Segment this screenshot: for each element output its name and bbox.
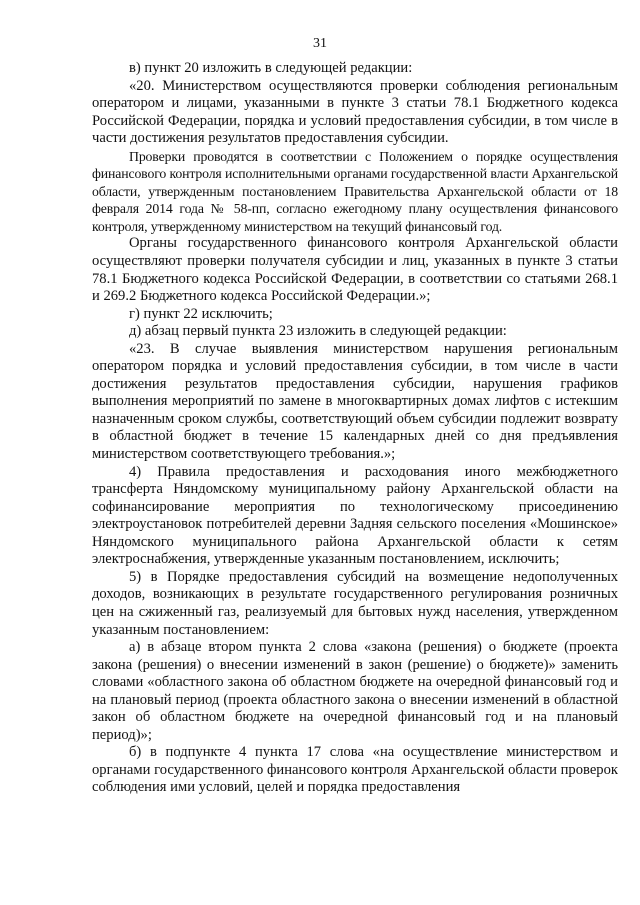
page-number: 31 [313, 36, 327, 51]
paragraph-amendment-a: а) в абзаце втором пункта 2 слова «закона (решения) о бюджете (проекта закона (решения) о внесении изменений в закон (решение) о бюджете)» заменить словами «областного закона об областном бюджете на очередной финансовый год и на плановый период (проекта областного закона о внесении изменений в областной закон об областном бюджете на очередной финансовый год и на плановый период)»; [92, 639, 618, 743]
paragraph-point-20: «20. Министерством осуществляются проверки соблюдения региональным оператором и лицами, указанными в пункте 3 статьи 78.1 Бюджетного кодекса Российской Федерации, порядка и условий предоставления субсидии, в том числе в части достижения результатов предоставления субсидии. [92, 77, 618, 147]
paragraph-amendment-v: в) пункт 20 изложить в следующей редакции: [129, 60, 413, 76]
paragraph-financial-control-bodies: Органы государственного финансового контроля Архангельской области осуществляют проверки получателя субсидии и лиц, указанных в пункте 3 статьи 78.1 Бюджетного кодекса Российской Федерации, в соответствии со статьями 268.1 и 269.2 Бюджетного кодекса Российской Федерации.»; [92, 235, 618, 305]
paragraph-amendment-b: б) в подпункте 4 пункта 17 слова «на осуществление министерством и органами государственного финансового контроля Архангельской области проверок соблюдения ими условий, целей и порядка предоставления [92, 744, 618, 796]
paragraph-amendment-d: д) абзац первый пункта 23 изложить в следующей редакции: [129, 323, 507, 340]
paragraph-item-5: 5) в Порядке предоставления субсидий на возмещение недополученных доходов, возникающих в результате государственного регулирования розничных цен на сжиженный газ, реализуемый для бытовых нужд населения, утвержденном указанным постановлением: [92, 568, 618, 638]
paragraph-item-4: 4) Правила предоставления и расходования иного межбюджетного трансферта Няндомскому муниципальному району Архангельской области на софинансирование мероприятия по технологическому присоединению электроустановок потребителей деревни Задняя сельского поселения «Мошинское» Няндомского муниципального района Архангельской области к сетям электроснабжения, утвержденные указанным постановлением, исключить; [92, 463, 618, 568]
document-body [92, 60, 618, 797]
paragraph-amendment-g: г) пункт 22 исключить; [129, 305, 273, 322]
paragraph-point-23: «23. В случае выявления министерством нарушения региональным оператором порядка и условий предоставления субсидии, в том числе в части достижения результатов предоставления субсидии, нарушения графиков выполнения мероприятий по замене в многоквартирных домах лифтов с истекшим назначенным сроком службы, соответствующий объем субсидии подлежит возврату в областной бюджет в течение 15 календарных дней со дня предъявления министерством соответствующего требования.»; [92, 340, 618, 463]
paragraph-inspections: Проверки проводятся в соответствии с Положением о порядке осуществления финансового контроля исполнительными органами государственной власти Архангельской области, утвержденным постановлением Правительства Архангельской области от 18 февраля 2014 года № 58-пп, согласно ежегодному плану осуществления финансового контроля, утвержденному министерством на текущий финансовый год. [92, 148, 618, 234]
